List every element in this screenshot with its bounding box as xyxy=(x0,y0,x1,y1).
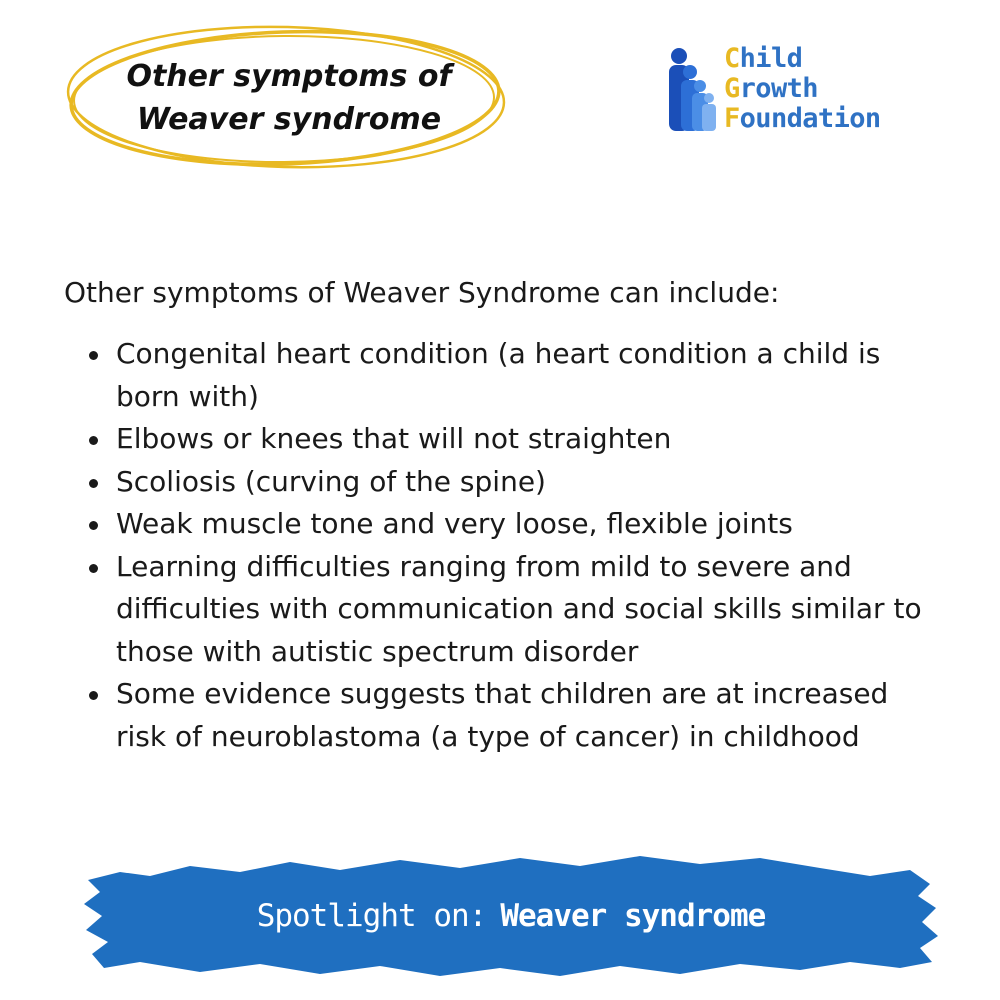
symptom-list xyxy=(116,333,936,758)
banner-caption xyxy=(80,850,942,978)
banner-lead: Spotlight on: xyxy=(256,898,487,934)
spotlight-banner xyxy=(80,850,942,978)
family-figures-icon xyxy=(664,46,722,136)
symptom-item: Weak muscle tone and very loose, flexible joints xyxy=(116,503,936,546)
title-badge xyxy=(60,18,510,178)
logo-line-child: Child xyxy=(724,43,803,74)
logo-line-growth: Growth xyxy=(724,73,818,104)
page-title xyxy=(60,18,510,178)
logo-wordmark xyxy=(724,44,881,134)
symptom-item: Scoliosis (curving of the spine) xyxy=(116,461,936,504)
child-growth-foundation-logo xyxy=(664,44,914,139)
title-line-2: Weaver syndrome xyxy=(136,102,442,137)
symptom-item: Learning difficulties ranging from mild to severe and difficulties with communication and social skills similar to those with autistic spectrum disorder xyxy=(116,546,936,674)
symptom-item: Congenital heart condition (a heart condition a child is born with) xyxy=(116,333,936,418)
logo-line-foundation: Foundation xyxy=(724,103,881,134)
symptom-item: Elbows or knees that will not straighten xyxy=(116,418,936,461)
intro-text: Other symptoms of Weaver Syndrome can include: xyxy=(64,276,780,309)
title-line-1: Other symptoms of xyxy=(126,59,452,94)
banner-subject: Weaver syndrome xyxy=(500,898,766,934)
symptom-item: Some evidence suggests that children are at increased risk of neuroblastoma (a type of cancer) in childhood xyxy=(116,673,936,758)
